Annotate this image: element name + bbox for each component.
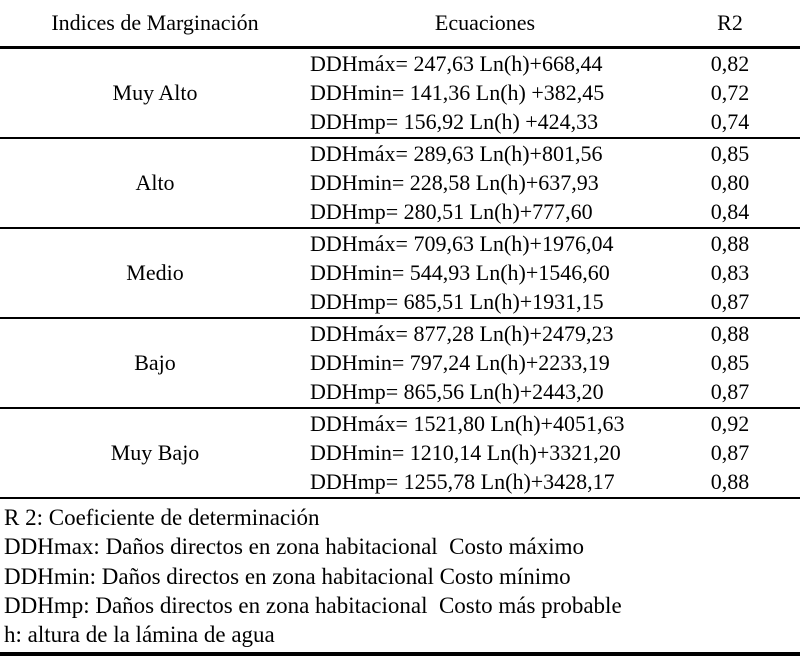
marginacion-level-label: Medio <box>126 260 184 285</box>
r2-column <box>660 49 800 137</box>
r2-cell: 0,84 <box>710 199 750 225</box>
equation-cell: DDHmp= 280,51 Ln(h)+777,60 <box>310 199 593 225</box>
footnote-h-definition: h: altura de la lámina de agua <box>4 622 275 648</box>
table-header-row <box>0 0 800 49</box>
equation-cell: DDHmin= 544,93 Ln(h)+1546,60 <box>310 259 610 285</box>
footnote-ddhmp-definition: DDHmp: Daños directos en zona habitacional Costo más probable <box>4 592 622 618</box>
marginacion-level-label: Alto <box>135 170 175 195</box>
marginacion-level-label: Muy Alto <box>112 80 198 105</box>
r2-column <box>660 139 800 227</box>
table-group-medio <box>0 229 800 319</box>
r2-cell: 0,88 <box>710 469 750 495</box>
header-indices-de-marginacion: Indices de Marginación <box>51 9 259 35</box>
r2-column <box>660 409 800 497</box>
table-group-bajo <box>0 319 800 409</box>
r2-cell: 0,85 <box>710 349 750 375</box>
r2-column <box>660 229 800 317</box>
equation-cell: DDHmáx= 247,63 Ln(h)+668,44 <box>310 50 603 76</box>
equation-cell: DDHmp= 685,51 Ln(h)+1931,15 <box>310 289 604 315</box>
r2-cell: 0,82 <box>710 50 750 76</box>
equation-cell: DDHmin= 228,58 Ln(h)+637,93 <box>310 169 599 195</box>
footnote-r2-definition: R 2: Coeficiente de determinación <box>4 505 320 530</box>
footnote-ddhmin-definition: DDHmin: Daños directos en zona habitacional Costo mínimo <box>4 563 571 589</box>
equations-column <box>310 139 660 227</box>
table-group-muy-bajo <box>0 409 800 499</box>
equations-column <box>310 49 660 137</box>
table-group-alto <box>0 139 800 229</box>
r2-cell: 0,87 <box>710 379 750 405</box>
header-r2: R2 <box>717 9 743 35</box>
r2-column <box>660 319 800 407</box>
header-ecuaciones: Ecuaciones <box>434 9 536 35</box>
marginacion-level-label: Bajo <box>134 350 176 375</box>
r2-cell: 0,85 <box>710 140 750 166</box>
r2-cell: 0,72 <box>710 79 750 105</box>
equation-cell: DDHmáx= 709,63 Ln(h)+1976,04 <box>310 230 614 256</box>
table-footnotes <box>0 499 800 649</box>
equation-cell: DDHmin= 1210,14 Ln(h)+3321,20 <box>310 439 621 465</box>
equations-column <box>310 409 660 497</box>
footnote-ddhmax-definition: DDHmax: Daños directos en zona habitacional Costo máximo <box>4 534 584 560</box>
table-group-muy-alto <box>0 49 800 139</box>
equations-column <box>310 229 660 317</box>
r2-cell: 0,74 <box>710 109 750 135</box>
r2-cell: 0,88 <box>710 320 750 346</box>
r2-cell: 0,80 <box>710 169 750 195</box>
r2-cell: 0,87 <box>710 439 750 465</box>
r2-cell: 0,83 <box>710 259 750 285</box>
table-bottom-rule <box>0 652 800 656</box>
equation-cell: DDHmp= 156,92 Ln(h) +424,33 <box>310 109 599 135</box>
r2-cell: 0,88 <box>710 230 750 256</box>
r2-cell: 0,87 <box>710 289 750 315</box>
equation-cell: DDHmáx= 1521,80 Ln(h)+4051,63 <box>310 410 625 436</box>
equations-column <box>310 319 660 407</box>
equation-cell: DDHmp= 1255,78 Ln(h)+3428,17 <box>310 469 615 495</box>
marginacion-level-label: Muy Bajo <box>110 440 200 465</box>
equation-cell: DDHmáx= 877,28 Ln(h)+2479,23 <box>310 320 614 346</box>
equation-cell: DDHmin= 797,24 Ln(h)+2233,19 <box>310 349 610 375</box>
equation-cell: DDHmp= 865,56 Ln(h)+2443,20 <box>310 379 604 405</box>
r2-cell: 0,92 <box>710 410 750 436</box>
equation-cell: DDHmáx= 289,63 Ln(h)+801,56 <box>310 140 603 166</box>
equation-cell: DDHmin= 141,36 Ln(h) +382,45 <box>310 79 605 105</box>
